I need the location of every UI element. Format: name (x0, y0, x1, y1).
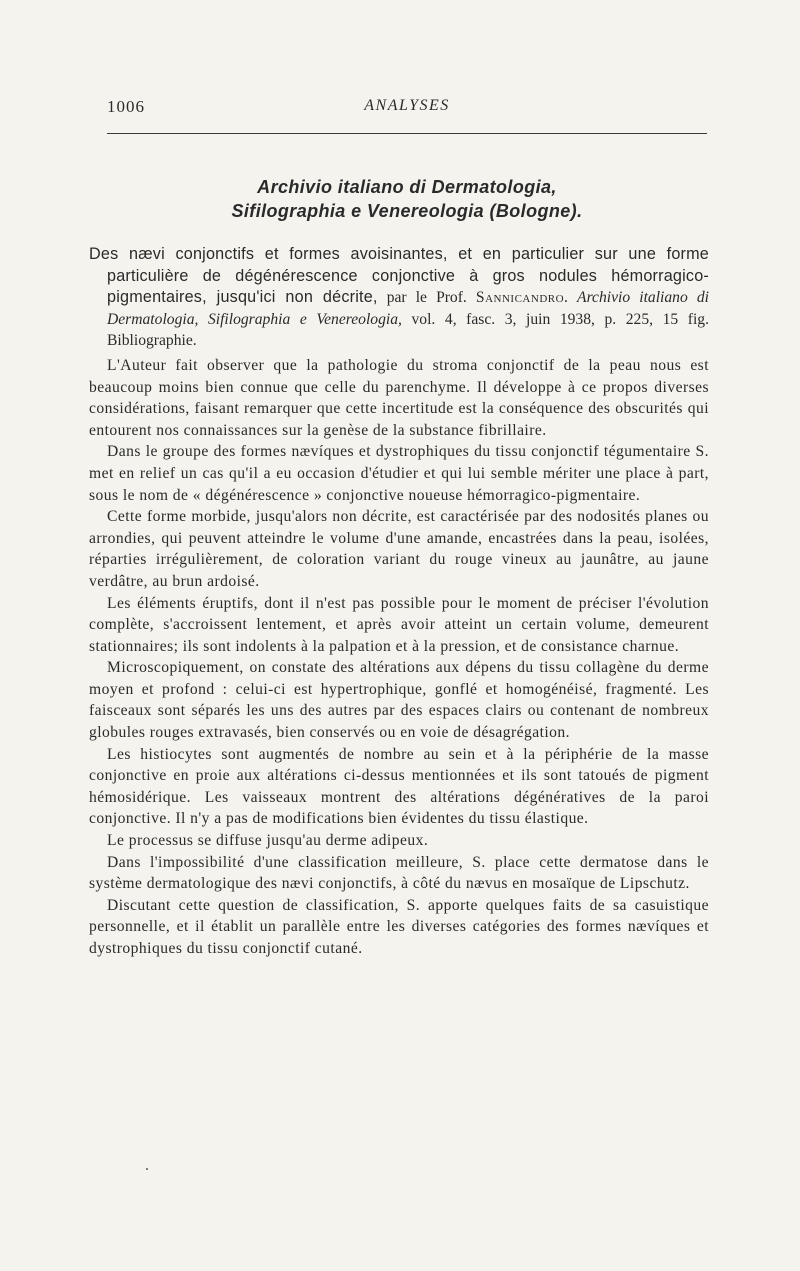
article-by: par le Prof. (377, 289, 476, 307)
paragraph: Les histiocytes sont augmentés de nombre au sein et à la périphérie de la masse conjonctive en proie aux altérations ci-dessus mentionnées et ils sont tatoués de pigment hémosidérique. Les vaisseaux montrent des altérations dégénératives de la paroi conjonctive. Il n'y a pas de modifications bien évidentes du tissu élastique. (89, 745, 709, 828)
article-author-sep: . (564, 289, 578, 307)
paragraph: Microscopiquement, on constate des altérations aux dépens du tissu collagène du derme moyen et profond : celui-ci est hypertrophique, gonflé et homogénéisé, fragmenté. Les faisceaux sont séparés les uns des autres par des espaces clairs ou contenant de nombreux globules rouges extravasés, bien conservés ou en voie de désagrégation. (89, 659, 709, 742)
paragraph: Discutant cette question de classification, S. apporte quelques faits de sa casuistique personnelle, et il établit un parallèle entre les diverses catégories des formes nævíques et dystrophiques du tissu conjonctif cutané. (89, 896, 709, 957)
running-title: ANALYSES (364, 97, 450, 114)
paragraph: Dans l'impossibilité d'une classification meilleure, S. place cette dermatose dans le système dermatologique des nævi conjonctifs, à côté du nævus en mosaïque de Lipschutz. (89, 853, 709, 893)
article-journal-ref: Archivio italiano di Dermatologia, Sifilographia e Venereologia, (107, 289, 709, 328)
paragraph: Les éléments éruptifs, dont il n'est pas possible pour le moment de préciser l'évolution complète, s'accroissent lentement, et après avoir atteint un certain volume, demeurent stationnaires; ils sont indolents à la palpation et à la pression, et de consistance charnue. (89, 594, 709, 655)
journal-title-line-1: Archivio italiano di Dermatologia, (257, 177, 557, 197)
paragraph: Cette forme morbide, jusqu'alors non décrite, est caractérisée par des nodosités planes ou arrondies, qui peuvent atteindre le volume d'une amande, encastrées dans la peau, isolées, réparties irrégulièrement, de coloration variant du rouge vineux au jaunâtre, au jaune verdâtre, au brun ardoisé. (89, 508, 709, 590)
print-speck (146, 1168, 148, 1170)
page-header (107, 97, 707, 127)
journal-title (107, 175, 707, 223)
article-title: Des nævi conjonctifs et formes avoisinantes, et en particulier sur une forme particulière de dégénérescence conjonctive à gros nodules hémorragico-pigmentaires, jusqu'ici non décrite, (89, 245, 709, 307)
paragraph: Dans le groupe des formes nævíques et dystrophiques du tissu conjonctif tégumentaire S. met en relief un cas qu'il a eu occasion d'étudier et qui lui semble mériter une place à part, sous le nom de « dégénérescence » conjonctive noueuse hémorragico-pigmentaire. (89, 443, 709, 504)
article-entry (89, 244, 709, 960)
header-rule (107, 133, 707, 134)
paragraph: Le processus se diffuse jusqu'au derme adipeux. (107, 832, 429, 850)
paragraph: L'Auteur fait observer que la pathologie du stroma conjonctif de la peau nous est beaucoup moins bien connue que celle du parenchyme. Il développe à ce propos diverses considérations, faisant remarquer que cette incertitude est la conséquence des obscurités qui entourent nos connaissances sur la genèse de la substance fibrillaire. (89, 356, 709, 439)
article-citation: vol. 4, fasc. 3, juin 1938, p. 225, 15 fig. Bibliographie. (107, 310, 709, 350)
article-heading (89, 244, 709, 352)
article-author: Sannicandro (475, 289, 565, 307)
page-number: 1006 (107, 97, 145, 116)
journal-title-line-2: Sifilographia e Venereologia (Bologne). (231, 201, 583, 221)
